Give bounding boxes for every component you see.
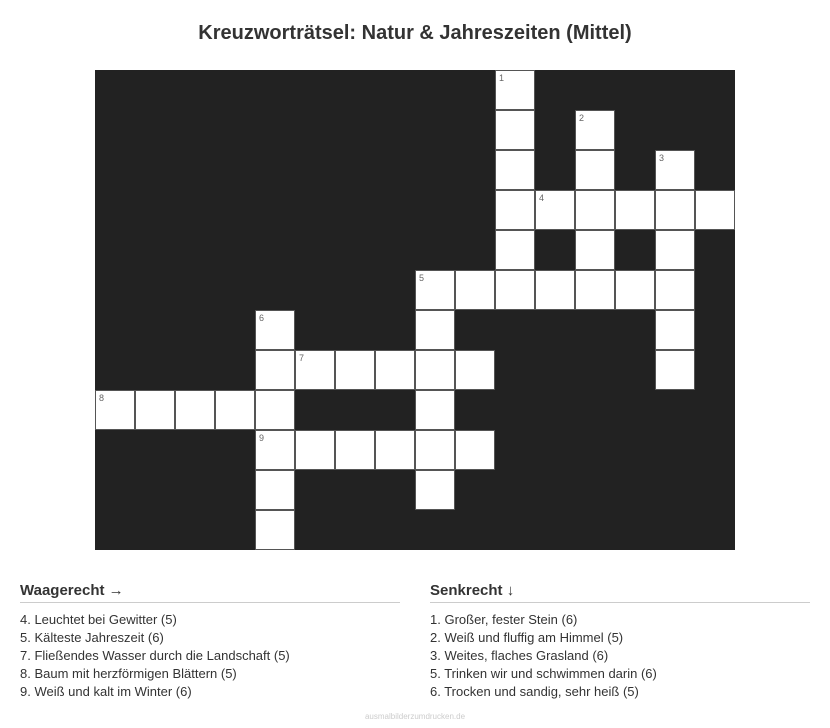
grid-cell[interactable] <box>455 270 495 310</box>
across-heading <box>20 582 400 603</box>
clue-number: 7 <box>299 353 305 363</box>
down-arrow-icon: ↓ <box>506 582 515 599</box>
crossword-grid <box>95 70 735 550</box>
down-clues-section <box>430 582 810 701</box>
grid-cell[interactable] <box>655 270 695 310</box>
grid-cell[interactable] <box>255 470 295 510</box>
clue-number: 3 <box>659 153 665 163</box>
clue-number: 5 <box>419 273 425 283</box>
grid-cell[interactable] <box>135 390 175 430</box>
grid-cell[interactable] <box>655 310 695 350</box>
grid-cell[interactable] <box>495 110 535 150</box>
grid-cell[interactable] <box>455 350 495 390</box>
grid-cell[interactable] <box>95 390 135 430</box>
grid-cell[interactable] <box>375 430 415 470</box>
clue-number: 2 <box>579 113 585 123</box>
grid-cell[interactable] <box>415 310 455 350</box>
across-clue-list <box>20 611 400 701</box>
clue-item: 8. Baum mit herzförmigen Blättern (5) <box>20 666 237 681</box>
grid-cell[interactable] <box>695 190 735 230</box>
grid-cell[interactable] <box>255 430 295 470</box>
clue-item: 9. Weiß und kalt im Winter (6) <box>20 684 192 699</box>
clue-number: 8 <box>99 393 105 403</box>
right-arrow-icon: → <box>108 582 124 599</box>
grid-cell[interactable] <box>335 350 375 390</box>
grid-cell[interactable] <box>535 190 575 230</box>
footer-watermark: ausmalbilderzumdrucken.de <box>364 712 466 721</box>
grid-cell[interactable] <box>255 350 295 390</box>
grid-cell[interactable] <box>375 350 415 390</box>
grid-cell[interactable] <box>295 430 335 470</box>
grid-cell[interactable] <box>415 350 455 390</box>
down-heading <box>430 582 810 603</box>
grid-cell[interactable] <box>575 270 615 310</box>
clue-item: 1. Großer, fester Stein (6) <box>430 612 578 627</box>
grid-cell[interactable] <box>535 270 575 310</box>
across-heading-label: Waagerecht <box>20 582 105 599</box>
grid-cell[interactable] <box>655 190 695 230</box>
clue-item: 5. Trinken wir und schwimmen darin (6) <box>430 666 657 681</box>
grid-cell[interactable] <box>575 230 615 270</box>
clue-item: 2. Weiß und fluffig am Himmel (5) <box>430 630 624 645</box>
grid-cell[interactable] <box>255 390 295 430</box>
grid-cell[interactable] <box>495 150 535 190</box>
grid-cell[interactable] <box>615 270 655 310</box>
grid-cell[interactable] <box>575 110 615 150</box>
grid-cell[interactable] <box>175 390 215 430</box>
across-clues-section <box>20 582 400 701</box>
grid-cell[interactable] <box>655 350 695 390</box>
grid-cell[interactable] <box>655 230 695 270</box>
grid-cell[interactable] <box>575 190 615 230</box>
grid-cell[interactable] <box>495 270 535 310</box>
clue-number: 9 <box>259 433 265 443</box>
page-title: Kreuzworträtsel: Natur & Jahreszeiten (Mittel) <box>198 22 632 44</box>
grid-cell[interactable] <box>415 270 455 310</box>
clue-item: 4. Leuchtet bei Gewitter (5) <box>20 612 177 627</box>
grid-cell[interactable] <box>455 430 495 470</box>
grid-cell[interactable] <box>415 430 455 470</box>
grid-cell[interactable] <box>255 310 295 350</box>
clue-item: 7. Fließendes Wasser durch die Landschaft (5) <box>20 648 290 663</box>
grid-cell[interactable] <box>495 190 535 230</box>
grid-cell[interactable] <box>575 150 615 190</box>
clue-number: 4 <box>539 193 545 203</box>
clue-item: 5. Kälteste Jahreszeit (6) <box>20 630 164 645</box>
clue-number: 1 <box>499 73 505 83</box>
grid-cell[interactable] <box>215 390 255 430</box>
grid-cell[interactable] <box>255 510 295 550</box>
grid-cell[interactable] <box>415 470 455 510</box>
grid-cell[interactable] <box>415 390 455 430</box>
grid-cell[interactable] <box>615 190 655 230</box>
clue-item: 3. Weites, flaches Grasland (6) <box>430 648 609 663</box>
grid-cell[interactable] <box>295 350 335 390</box>
clue-item: 6. Trocken und sandig, sehr heiß (5) <box>430 684 639 699</box>
down-heading-label: Senkrecht <box>430 582 503 599</box>
grid-cell[interactable] <box>495 230 535 270</box>
clue-number: 6 <box>259 313 265 323</box>
down-clue-list <box>430 611 810 701</box>
grid-cell[interactable] <box>335 430 375 470</box>
grid-cell[interactable] <box>655 150 695 190</box>
grid-cell[interactable] <box>495 70 535 110</box>
